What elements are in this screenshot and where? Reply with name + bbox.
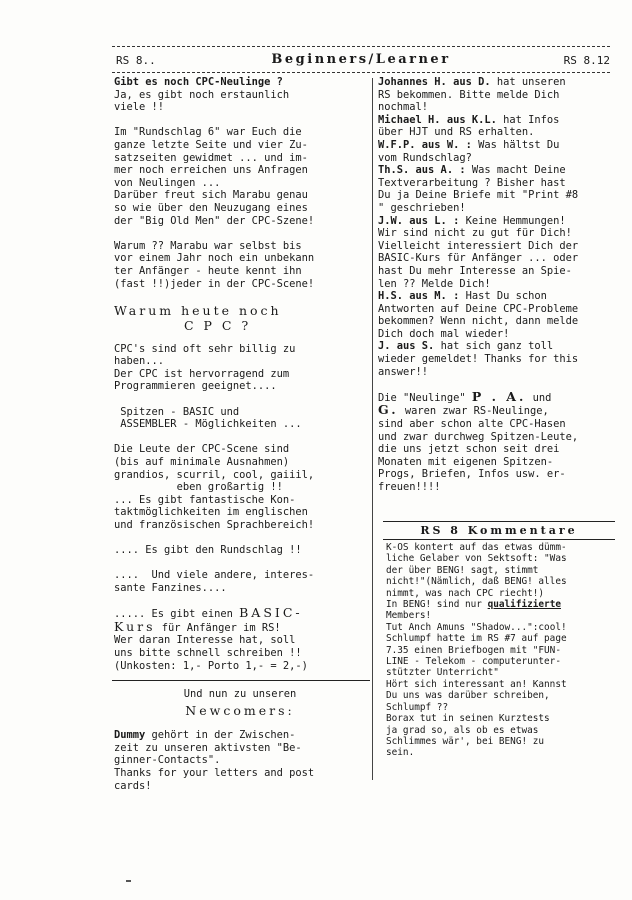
initials-pa: P . A. [471,388,527,404]
column-divider [372,78,373,780]
top-dashed-rule [112,46,610,47]
komm-tut: Tut Anch Amuns "Shadow...":cool! [386,621,567,633]
entry-michael: Michael H. aus K.L. hat Infos über HJT und RS erhalten. [378,113,560,139]
header-title: Beginners/Learner [271,52,451,67]
entry-jw: J.W. aus L. : Keine Hemmungen! Wir sind nicht zu gut für Dich! Vielleicht interessiert Dich der BASIC-Kurs für Anfänger ... oder hast Du mehr Interesse an Spie- len ?? Melde Dich! [378,214,579,290]
paragraph-rundschlag-exists: .... Es gibt den Rundschlag !! [114,544,302,557]
komm-schlumpf: Schlumpf hatte im RS #7 auf page 7.35 einen Briefbogen mit "FUN- LINE - Telekom - computerunter- stützter Unterricht" Hört sich interessant an! Kannst Du uns was darüber schreiben, Schlumpf ?? [386,633,567,713]
header-left: RS 8.. [116,54,156,67]
page-header [112,52,610,70]
right-column [378,76,618,506]
paragraph-scene: Die Leute der CPC-Scene sind (bis auf minimale Ausnahmen) grandios, scurril, cool, gaiiil, eben großartig !! ... Es gibt fantastische Kon- taktmöglichkeiten im englischen und französischen Sprachbereich! [114,443,315,531]
entry-js: J. aus S. hat sich ganz toll wieder gemeldet! Thanks for this answer!! [378,340,579,378]
komm-kos: K-OS kontert auf das etwas dümm- liche Gelaber von Sektsoft: "Was der über BENG! sagt, stimmt nicht!"(Nämlich, daß BENG! alles nimmt, was nach CPC riecht!) In BENG! sind nur qualifizierte Members! [386,542,567,622]
kommentare-title: RS 8 Kommentare [383,521,615,540]
paragraph-basic: Spitzen - BASIC und ASSEMBLER - Möglichkeiten ... [120,405,302,431]
kurs-word: Kurs [114,618,156,634]
newcomers-rule [112,680,370,681]
entry-hs: H.S. aus M. : Hast Du schon Antworten auf Deine CPC-Probleme bekommen? Wenn nicht, dann melde Dich doch mal wieder! [378,290,579,340]
basic-word: BASIC- [239,605,303,621]
newcomers-intro: Und nun zu unseren [183,688,297,700]
entry-neulinge: Die "Neulinge" P . A. und G. waren zwar RS-Neulinge, sind aber schon alte CPC-Hasen und zwar durchweg Spitzen-Leute, die uns jetzt schon seit drei Monaten mit eigenen Spitzen- Progs, Briefen, Infos usw. er- freuen!!!! [378,388,579,493]
newcomers-heading: Newcomers: [185,702,295,718]
intro-body: Ja, es gibt noch erstaunlich viele !! [114,88,290,114]
intro-block [114,76,366,114]
entry-wfp: W.F.P. aus W. : Was hältst Du vom Rundschlag? [378,138,560,164]
stray-mark [126,880,131,882]
entry-ths: Th.S. aus A. : Was macht Deine Textverarbeitung ? Bisher hast Du ja Deine Briefe mit "Print #8 " geschrieben! [378,164,579,214]
left-column [114,76,366,685]
intro-heading: Gibt es noch CPC-Neulinge ? [114,76,283,88]
dummy-entry: Dummy gehört in der Zwischen- zeit zu unseren aktivsten "Be- ginner-Contacts". Thanks for your letters and post cards! [114,729,315,792]
qualifizierte-word: qualifizierte [487,599,561,611]
dummy-name: Dummy [114,729,146,742]
paragraph-rundschlag: Im "Rundschlag 6" war Euch die ganze letzte Seite und vier Zu- satzseiten gewidmet ... und im- mer noch erreichen uns Anfragen von Neulingen ... Darüber freut sich Marabu genau so wie über den Neuzugang eines der "Big Old Men" der CPC-Szene! [114,126,315,227]
entry-johannes: Johannes H. aus D. hat unseren RS bekommen. Bitte melde Dich nochmal! [378,76,566,114]
heading-warum: Warum heute noch C P C ? [114,302,282,333]
komm-borax: Borax tut in seinen Kurztests ja grad so, als ob es etwas Schlimmes wär', bei BENG! zu sein. [386,713,550,759]
initial-g: G. [378,402,399,418]
header-right: RS 8.12 [563,54,610,67]
paragraph-fanzines: .... Und viele andere, interes- sante Fanzines.... [114,569,315,594]
paragraph-cpc: CPC's sind oft sehr billig zu haben... Der CPC ist hervorragend zum Programmieren geeignet.... [114,342,296,393]
kommentare-body [386,542,618,759]
newcomers-section [114,688,366,805]
paragraph-marabu: Warum ?? Marabu war selbst bis vor einem Jahr noch ein unbekann ter Anfänger - heute kennt ihn (fast !!)jeder in der CPC-Scene! [114,239,315,290]
header-bottom-rule [112,72,610,73]
paragraph-basic-kurs: ..... Es gibt einen BASIC- Kurs für Anfänger im RS! Wer daran Interesse hat, soll uns bitte schnell schreiben !! (Unkosten: 1,- Porto 1,- = 2,-) [114,605,308,672]
